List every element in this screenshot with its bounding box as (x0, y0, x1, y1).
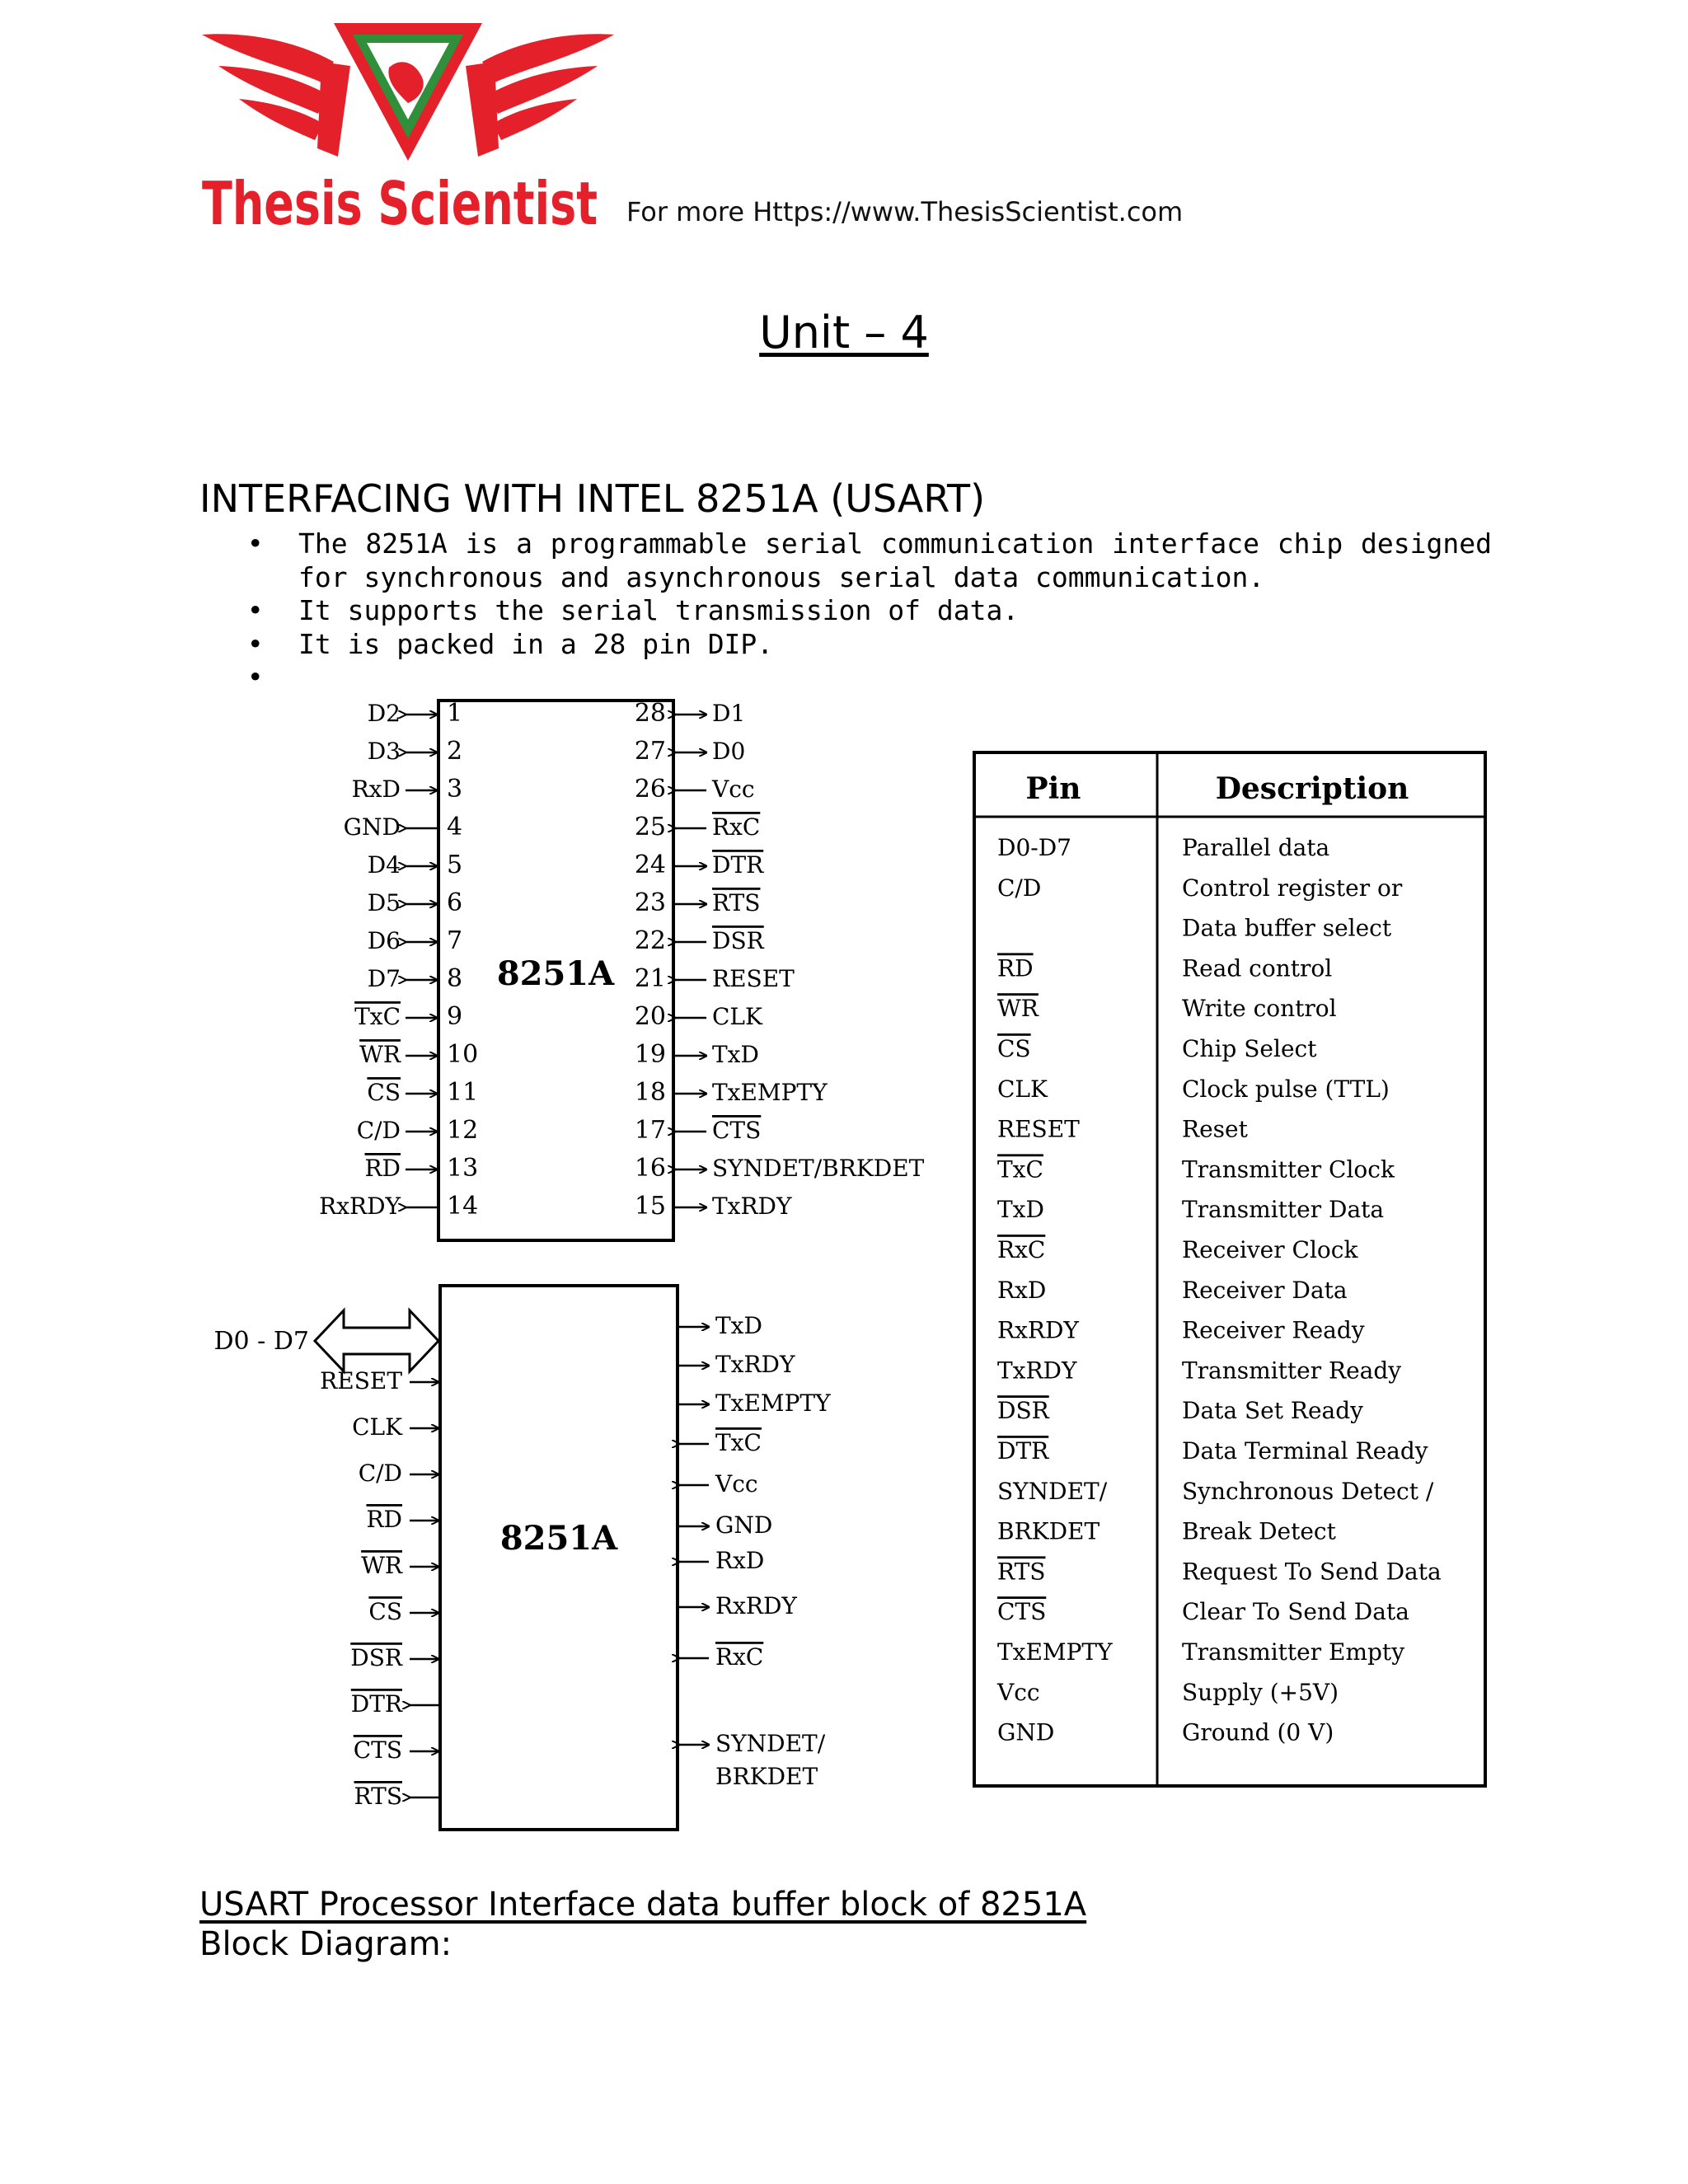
pin-17 (635, 1116, 761, 1145)
data-bus-arrow (315, 1310, 438, 1371)
pin-13 (364, 1154, 478, 1183)
table-pin-cell: RxRDY (997, 1316, 1079, 1344)
pin-name-d0: D0 (712, 738, 746, 765)
pin-1 (368, 699, 462, 728)
table-header-pin: Pin (1025, 771, 1081, 806)
pin-8 (368, 964, 462, 993)
pin-name-rd: RD (364, 1155, 401, 1182)
pin-number: 13 (447, 1154, 479, 1183)
pin-name-cs: CS (367, 1079, 401, 1106)
table-header-description: Description (1215, 771, 1409, 806)
pin-name-c-d: C/D (356, 1117, 401, 1144)
block-chip-body (440, 1286, 678, 1830)
table-description-cell: Transmitter Data (1182, 1196, 1385, 1224)
pin-number: 12 (447, 1116, 479, 1145)
unit-title-text: Unit – 4 (759, 307, 929, 359)
pin-number: 24 (634, 851, 666, 879)
signal-syndet (679, 1730, 826, 1757)
brand-name: Thesis Scientist (202, 169, 598, 238)
pin-name-d1: D1 (712, 700, 746, 727)
table-pin-cell: BRKDET (997, 1517, 1100, 1545)
pin-name-clk: CLK (712, 1003, 762, 1030)
pin-name-rxd: RxD (351, 776, 401, 803)
signal-label-cs: CS (368, 1598, 402, 1625)
signal-c-d (359, 1460, 438, 1487)
signal-wr (361, 1552, 438, 1579)
page-title (0, 307, 1688, 359)
pin-name-txrdy: TxRDY (712, 1193, 792, 1220)
signal-txempty (679, 1390, 831, 1417)
table-pin-cell: TxRDY (997, 1357, 1077, 1385)
table-pin-cell: C/D (997, 874, 1042, 902)
signal-txrdy (679, 1351, 795, 1378)
signal-vcc (679, 1470, 758, 1497)
signal-gnd (679, 1511, 772, 1539)
triangle-emblem-icon (334, 23, 482, 161)
pin-11 (367, 1078, 478, 1107)
table-pin-cell: CTS (997, 1598, 1047, 1626)
pin-name-d3: D3 (367, 738, 401, 765)
pin-name-d7: D7 (367, 965, 401, 992)
pin-name-txd: TxD (712, 1041, 759, 1068)
signal-label-dtr: DTR (350, 1690, 402, 1718)
table-description-cell: Receiver Data (1182, 1276, 1348, 1304)
signal-clk (352, 1413, 438, 1441)
table-description-cell: Break Detect (1182, 1517, 1336, 1545)
table-description-cell: Parallel data (1182, 834, 1330, 861)
table-pin-cell: TxC (997, 1155, 1043, 1183)
signal-brkdet (715, 1763, 818, 1790)
table-description-cell: Data Terminal Ready (1182, 1437, 1428, 1465)
signal-label-rxd: RxD (715, 1547, 765, 1574)
table-description-cell: Chip Select (1182, 1035, 1317, 1062)
pin-name-d6: D6 (367, 927, 401, 954)
pin-number: 15 (634, 1192, 666, 1221)
signal-label-clk: CLK (352, 1413, 402, 1441)
usart-8251a-figure (199, 696, 1493, 1846)
signal-label-gnd: GND (715, 1511, 773, 1539)
signal-cts (354, 1736, 438, 1764)
signal-label-txd: TxD (715, 1312, 762, 1339)
pin-number: 3 (447, 775, 463, 804)
table-description-cell: Transmitter Empty (1182, 1638, 1405, 1666)
signal-label-rxc: RxC (715, 1643, 764, 1671)
pin-name-dsr: DSR (712, 927, 764, 954)
bullet-item (247, 661, 1492, 694)
signal-label-txc: TxC (715, 1429, 762, 1456)
pin-9 (354, 1002, 462, 1031)
signal-cs (368, 1598, 438, 1625)
signal-label-wr: WR (361, 1552, 402, 1579)
table-pin-cell: CS (997, 1035, 1031, 1062)
pin-name-cts: CTS (712, 1117, 762, 1144)
signal-label-rts: RTS (354, 1783, 402, 1810)
section-heading: INTERFACING WITH INTEL 8251A (USART) (199, 476, 986, 521)
table-pin-cell: D0-D7 (997, 834, 1071, 861)
pin-number: 11 (447, 1078, 479, 1107)
pin-name-vcc: Vcc (712, 776, 755, 803)
table-pin-cell: RESET (997, 1115, 1080, 1143)
bullet-item: • The 8251A is a programmable serial communication interface chip designed for synchronous and asynchronous serial data communication. (247, 527, 1492, 594)
table-pin-cell: WR (997, 995, 1039, 1023)
pin-number: 9 (447, 1002, 463, 1031)
table-pin-cell: RTS (997, 1558, 1046, 1586)
table-description-cell: Request To Send Data (1182, 1558, 1442, 1586)
data-bus-label: D0 - D7 (213, 1327, 309, 1356)
pin-number: 2 (447, 737, 463, 766)
pin-12 (357, 1116, 479, 1145)
table-description-cell: Transmitter Clock (1182, 1155, 1395, 1183)
signal-label-syndet: SYNDET/ (715, 1730, 826, 1757)
table-description-cell: Ground (0 V) (1182, 1718, 1334, 1746)
signal-label-rd: RD (366, 1506, 402, 1533)
signal-label-txempty: TxEMPTY (715, 1390, 831, 1417)
block-diagram-label: Block Diagram: (199, 1925, 452, 1963)
pin-16 (635, 1154, 925, 1183)
pin-27 (635, 737, 745, 766)
pin-15 (635, 1192, 792, 1221)
pin-description-table (974, 752, 1485, 1786)
signal-txd (679, 1312, 762, 1339)
table-description-cell: Write control (1182, 995, 1337, 1023)
pin-22 (635, 926, 765, 955)
pin-number: 17 (634, 1116, 666, 1145)
pin-number: 4 (447, 813, 463, 841)
website-url-text: For more Https://www.ThesisScientist.com (626, 196, 1184, 227)
pin-number: 1 (447, 699, 463, 728)
left-wing-icon (202, 34, 350, 157)
table-pin-cell: DTR (997, 1437, 1049, 1465)
signal-label-vcc: Vcc (715, 1470, 758, 1497)
table-description-cell: Receiver Ready (1182, 1316, 1365, 1344)
table-pin-cell: CLK (997, 1075, 1048, 1103)
signal-label-txrdy: TxRDY (715, 1351, 795, 1378)
signal-dsr (350, 1644, 438, 1671)
signal-reset (320, 1367, 438, 1394)
signal-label-reset: RESET (320, 1367, 402, 1394)
pin-number: 28 (634, 699, 666, 728)
pin-18 (635, 1078, 828, 1107)
table-description-cell: Reset (1182, 1115, 1248, 1143)
table-pin-cell: Vcc (997, 1678, 1040, 1706)
table-description-cell: Receiver Clock (1182, 1236, 1358, 1263)
pin-name-txempty: TxEMPTY (712, 1079, 828, 1106)
table-pin-cell: TxD (997, 1196, 1044, 1224)
table-pin-cell: DSR (997, 1397, 1049, 1425)
table-pin-cell: RxC (997, 1236, 1046, 1263)
signal-label-cts: CTS (353, 1736, 402, 1764)
pin-name-rts: RTS (712, 889, 761, 916)
pin-name-syndet-brkdet: SYNDET/BRKDET (712, 1155, 925, 1182)
table-description-cell: Control register or (1182, 874, 1403, 902)
pin-name-rxc: RxC (712, 813, 761, 841)
pin-number: 19 (634, 1040, 666, 1069)
pin-28 (635, 699, 745, 728)
table-description-cell: Supply (+5V) (1182, 1678, 1339, 1706)
table-description-cell: Data Set Ready (1182, 1397, 1363, 1425)
pinout-chip-label: 8251A (496, 954, 615, 993)
bullet-item: • It is packed in a 28 pin DIP. (247, 628, 1492, 662)
pin-7 (368, 926, 462, 955)
table-description-cell: Data buffer select (1182, 914, 1392, 942)
signal-rxrdy (679, 1592, 797, 1619)
pin-number: 6 (447, 888, 463, 917)
pin-number: 7 (447, 926, 463, 955)
pin-name-rxrdy: RxRDY (319, 1193, 401, 1220)
table-description-cell: Clock pulse (TTL) (1182, 1075, 1390, 1103)
pin-14 (319, 1192, 478, 1221)
block-chip-label: 8251A (499, 1519, 618, 1558)
table-description-cell: Clear To Send Data (1182, 1598, 1409, 1626)
pin-23 (635, 888, 761, 917)
pin-number: 10 (447, 1040, 479, 1069)
signal-rxd (679, 1547, 764, 1574)
pin-26 (635, 775, 755, 804)
pin-name-gnd: GND (343, 813, 401, 841)
table-pin-cell: RxD (997, 1276, 1047, 1304)
table-description-cell: Read control (1182, 954, 1333, 982)
thesis-scientist-logo (198, 16, 618, 238)
table-row (997, 1478, 1434, 1505)
signal-rts (354, 1783, 438, 1810)
figure-caption: USART Processor Interface data buffer block of 8251A (199, 1886, 1087, 1924)
pin-24 (635, 851, 764, 879)
table-description-cell: Synchronous Detect / (1182, 1477, 1434, 1505)
pin-name-txc: TxC (354, 1003, 401, 1030)
pin-number: 14 (447, 1192, 479, 1221)
pin-name-dtr: DTR (712, 851, 764, 879)
pin-number: 16 (634, 1154, 666, 1183)
pin-name-reset: RESET (712, 965, 795, 992)
pin-number: 5 (447, 851, 463, 879)
table-pin-cell: SYNDET/ (997, 1477, 1108, 1505)
pin-number: 8 (447, 964, 463, 993)
signal-label-rxrdy: RxRDY (715, 1592, 797, 1619)
pin-number: 25 (634, 813, 666, 841)
pin-number: 21 (634, 964, 666, 993)
pin-number: 26 (634, 775, 666, 804)
pin-number: 18 (634, 1078, 666, 1107)
table-row (997, 1357, 1401, 1384)
bullet-item: • It supports the serial transmission of data. (247, 594, 1492, 628)
pin-25 (635, 813, 760, 841)
table-row (1182, 915, 1392, 942)
pin-number: 27 (634, 737, 666, 766)
pin-20 (635, 1002, 763, 1031)
pin-name-d4: D4 (367, 851, 401, 879)
signal-rd (366, 1506, 438, 1533)
pin-10 (359, 1040, 478, 1069)
table-pin-cell: RD (997, 954, 1034, 982)
bullet-list (247, 527, 1492, 694)
table-row (997, 1638, 1404, 1666)
table-description-cell: Transmitter Ready (1182, 1357, 1402, 1385)
pin-number: 23 (634, 888, 666, 917)
pin-2 (368, 737, 462, 766)
pin-5 (368, 851, 462, 879)
right-wing-icon (466, 34, 614, 157)
pin-19 (635, 1040, 759, 1069)
signal-rxc (679, 1643, 763, 1671)
signal-label-brkdet: BRKDET (715, 1763, 818, 1790)
pin-name-wr: WR (359, 1041, 401, 1068)
pin-number: 22 (634, 926, 666, 955)
pin-6 (368, 888, 462, 917)
table-pin-cell: TxEMPTY (997, 1638, 1113, 1666)
signal-txc (679, 1429, 762, 1456)
pin-name-d5: D5 (367, 889, 401, 916)
pin-number: 20 (634, 1002, 666, 1031)
signal-dtr (351, 1690, 438, 1718)
table-pin-cell: GND (997, 1718, 1055, 1746)
pin-name-d2: D2 (367, 700, 401, 727)
signal-label-dsr: DSR (350, 1644, 402, 1671)
pin-21 (635, 964, 795, 993)
signal-label-c-d: C/D (358, 1460, 402, 1487)
